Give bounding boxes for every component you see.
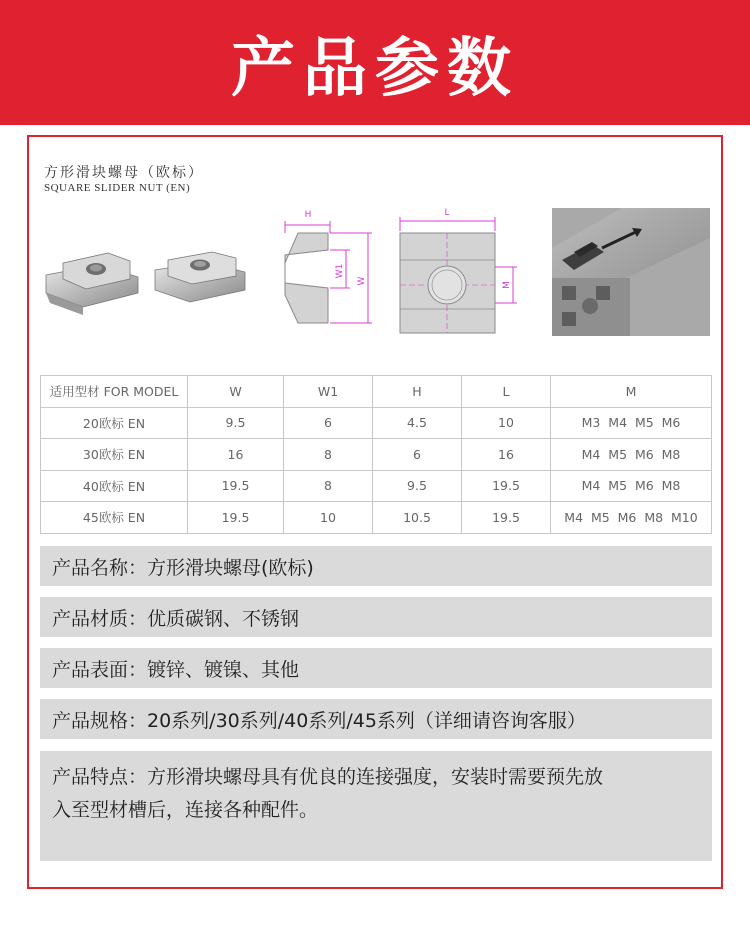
cell-w: 19.5	[188, 502, 284, 534]
product-heading-en: SQUARE SLIDER NUT (EN)	[44, 182, 191, 194]
cell-model: 40欧标 EN	[41, 470, 188, 502]
table-row	[41, 439, 712, 471]
dim-label-w: W	[357, 276, 367, 286]
cell-l: 19.5	[462, 502, 551, 534]
cell-model: 45欧标 EN	[41, 502, 188, 534]
dim-label-l: L	[444, 208, 450, 218]
cell-w1: 8	[284, 439, 373, 471]
cell-h: 4.5	[373, 407, 462, 439]
cell-m: M4 M5 M6 M8	[551, 439, 712, 471]
cell-h: 10.5	[373, 502, 462, 534]
cell-model: 30欧标 EN	[41, 439, 188, 471]
info-product-name	[40, 546, 712, 586]
nut-photo-left	[38, 245, 143, 317]
cell-w1: 10	[284, 502, 373, 534]
col-header-model: 适用型材 FOR MODEL	[41, 376, 188, 408]
cell-m: M3 M4 M5 M6	[551, 407, 712, 439]
table-row	[41, 502, 712, 534]
spec-table	[40, 375, 712, 534]
spec-text: 产品规格：20系列/30系列/40系列/45系列（详细请咨询客服）	[52, 709, 586, 732]
info-material	[40, 597, 712, 637]
col-header-l: L	[462, 376, 551, 408]
product-heading-cn: 方形滑块螺母（欧标）	[44, 165, 204, 181]
cell-l: 16	[462, 439, 551, 471]
title-banner	[0, 0, 750, 125]
col-header-w1: W1	[284, 376, 373, 408]
col-header-h: H	[373, 376, 462, 408]
top-view-drawing	[395, 205, 525, 340]
cell-w: 19.5	[188, 470, 284, 502]
cell-l: 19.5	[462, 470, 551, 502]
table-row	[41, 407, 712, 439]
profile-install-photo	[552, 208, 710, 336]
info-spec	[40, 699, 712, 739]
cell-m: M4 M5 M6 M8 M10	[551, 502, 712, 534]
table-header-row	[41, 376, 712, 408]
features-line-2: 入至型材槽后，连接各种配件。	[52, 799, 319, 821]
dim-label-h: H	[304, 210, 312, 220]
table-row	[41, 470, 712, 502]
cell-w: 9.5	[188, 407, 284, 439]
cell-w: 16	[188, 439, 284, 471]
dim-label-m: M	[502, 281, 512, 289]
nut-photo-right	[150, 250, 250, 312]
cell-m: M4 M5 M6 M8	[551, 470, 712, 502]
cell-model: 20欧标 EN	[41, 407, 188, 439]
info-features	[40, 751, 712, 861]
cell-h: 9.5	[373, 470, 462, 502]
cell-w1: 8	[284, 470, 373, 502]
col-header-m: M	[551, 376, 712, 408]
page-title: 产品参数	[231, 31, 519, 106]
dim-label-w1: W1	[335, 263, 345, 279]
side-view-drawing	[280, 205, 380, 340]
col-header-w: W	[188, 376, 284, 408]
cell-l: 10	[462, 407, 551, 439]
material-text: 产品材质：优质碳钢、不锈钢	[52, 607, 300, 630]
cell-w1: 6	[284, 407, 373, 439]
features-line-1: 产品特点：方形滑块螺母具有优良的连接强度，安装时需要预先放	[52, 766, 604, 788]
cell-h: 6	[373, 439, 462, 471]
product-name-text: 产品名称：方形滑块螺母(欧标)	[52, 556, 314, 579]
surface-text: 产品表面：镀锌、镀镍、其他	[52, 658, 300, 681]
info-surface	[40, 648, 712, 688]
